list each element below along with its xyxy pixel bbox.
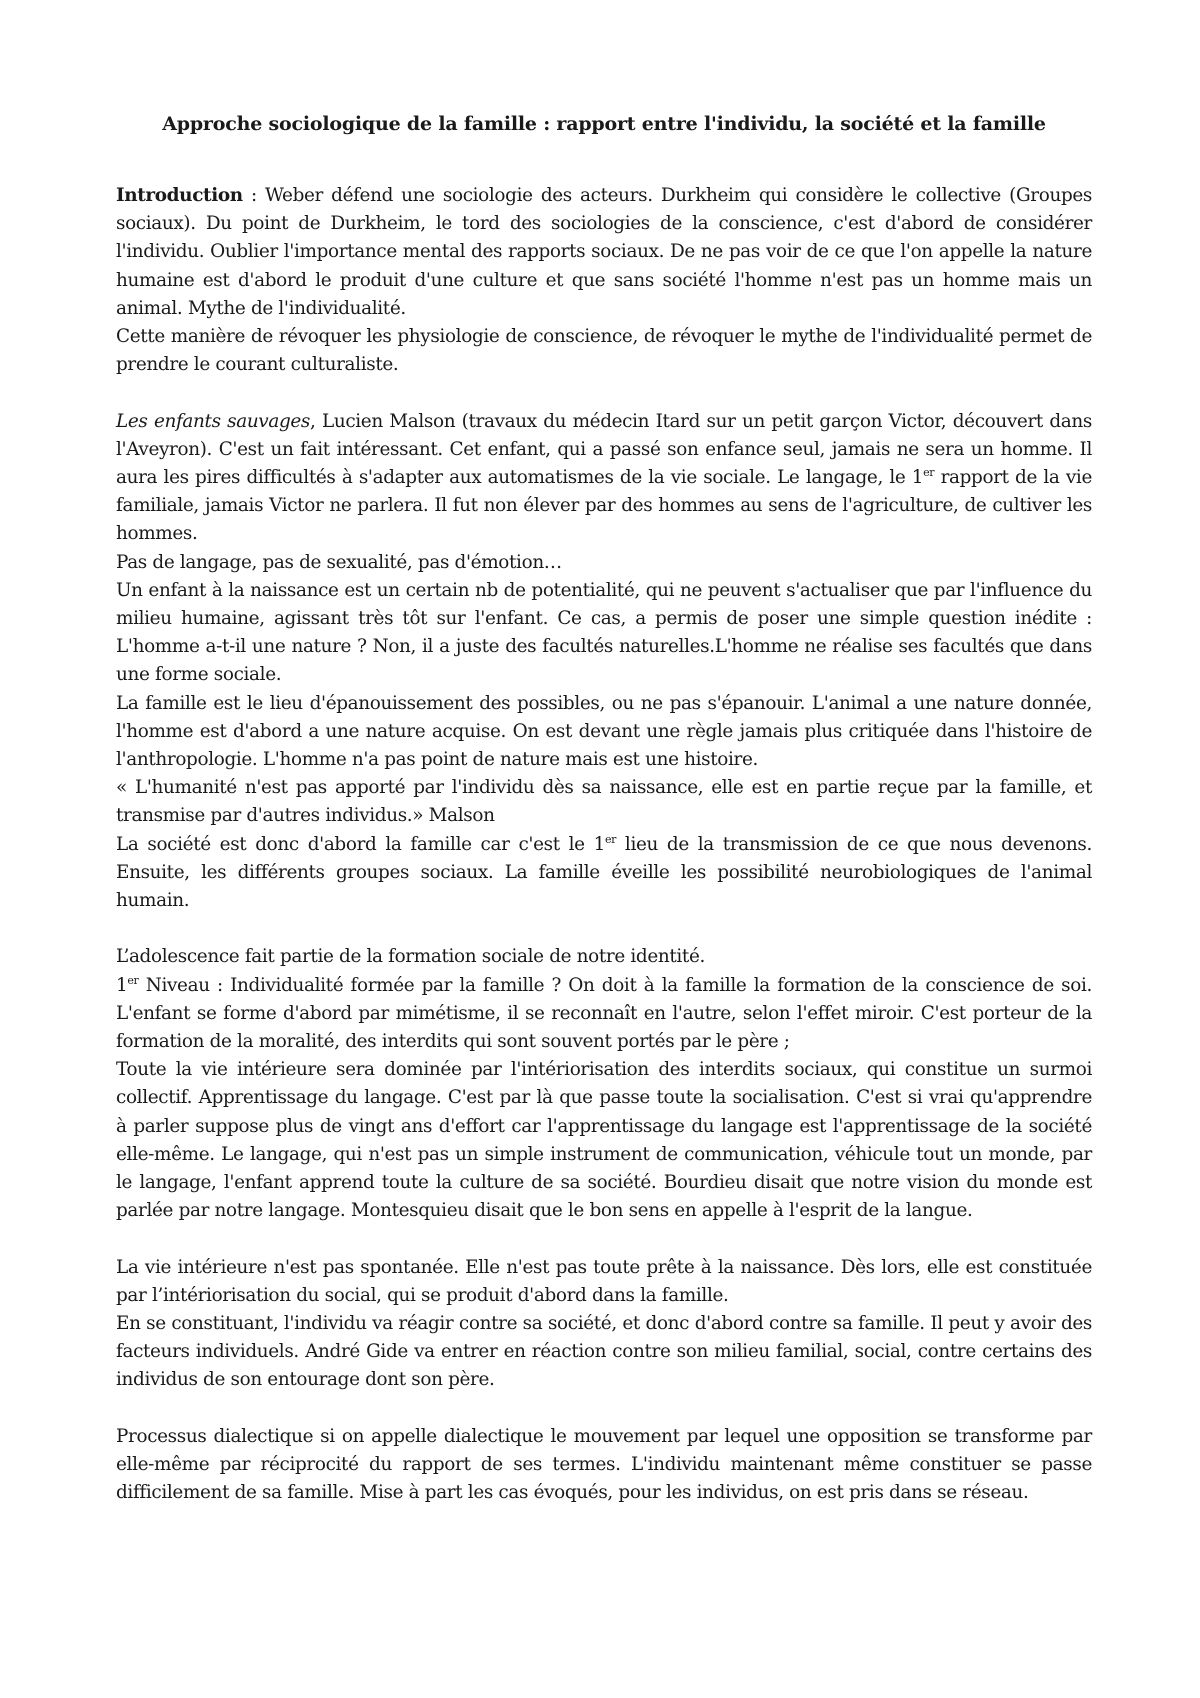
- introduction-label: Introduction: [116, 185, 243, 206]
- document-title: Approche sociologique de la famille : rapport entre l'individu, la société et la famille: [162, 113, 1046, 135]
- paragraph-famille-lieu: La famille est le lieu d'épanouissement des possibles, ou ne pas s'épanouir. L'animal a une nature donnée, l'homme est d'abord a une nature acquise. On est devant une règle jamais plus critiquée dans l'histoire de l'anthropologie. L'homme n'a pas point de nature mais est une histoire.: [116, 692, 1092, 771]
- paragraph-malson: [116, 408, 1092, 549]
- paragraph-gap: [116, 1395, 1092, 1423]
- paragraph-enfant-naissance: Un enfant à la naissance est un certain nb de potentialité, qui ne peuvent s'actualiser que par l'influence du milieu humaine, agissant très tôt sur l'enfant. Ce cas, a permis de poser une simple question inédite : L'homme a-t-il une nature ? Non, il a juste des facultés naturelles.L'homme ne réalise ses facultés que dans une forme sociale.: [116, 579, 1092, 686]
- niveau-number: 1: [116, 974, 128, 996]
- paragraph-gap: [116, 915, 1092, 943]
- paragraph-quote-malson: « L'humanité n'est pas apporté par l'individu dès sa naissance, elle est en partie reçue par la famille, et transmise par d'autres individus.» Malson: [116, 777, 1092, 827]
- book-title: Les enfants sauvages: [116, 410, 311, 432]
- malson-text-b: rapport de la vie familiale, jamais Victor ne parlera. Il fut non élever par des hommes au sens de l'agriculture, de cultiver les hommes.: [116, 467, 1092, 545]
- introduction-text: Weber défend une sociologie des acteurs. Durkheim qui considère le collective (Groupes sociaux). Du point de Durkheim, le tord des sociologies de la conscience, c'est d'abord de considérer l'individu. Oublier l'importance mental des rapports sociaux. De ne pas voir de ce que l'on appelle la nature humaine est d'abord le produit d'une culture et que sans société l'homme n'est pas un homme mais un animal. Mythe de l'individualité.: [116, 185, 1092, 319]
- introduction-separator: :: [242, 185, 265, 206]
- paragraph-processus-dialectique: Processus dialectique si on appelle dialectique le mouvement par lequel une opposition se transforme par elle-même par réciprocité du rapport de ses termes. L'individu maintenant même constituer se passe difficilement de sa famille. Mise à part les cas évoqués, pour les individus, on est pris dans se réseau.: [116, 1425, 1092, 1504]
- malson-text-a: , Lucien Malson (travaux du médecin Itard sur un petit garçon Victor, découvert dans l'Aveyron). C'est un fait intéressant. Cet enfant, qui a passé son enfance seul, jamais ne sera un homme. Il aura les pires difficultés à s'adapter aux automatismes de la vie sociale. Le langage, le 1: [116, 410, 1092, 489]
- paragraph-gap: [116, 1225, 1092, 1253]
- paragraph-culturaliste: Cette manière de révoquer les physiologie de conscience, de révoquer le mythe de l'individualité permet de prendre le courant culturaliste.: [116, 326, 1092, 376]
- paragraph-premier-niveau: [116, 972, 1092, 1057]
- societe-text-a: La société est donc d'abord la famille car c'est le 1: [116, 833, 605, 855]
- paragraph-societe-famille: [116, 831, 1092, 916]
- paragraph-se-constituant: En se constituant, l'individu va réagir contre sa société, et donc d'abord contre sa famille. Il peut y avoir des facteurs individuels. André Gide va entrer en réaction contre son milieu familial, social, contre certains des individus de son entourage dont son père.: [116, 1313, 1092, 1391]
- document-body: [116, 182, 1092, 1507]
- niveau-text: Niveau : Individualité formée par la famille ? On doit à la famille la formation de la conscience de soi. L'enfant se forme d'abord par mimétisme, il se reconnaît en l'autre, selon l'effet miroir. C'est porteur de la formation de la moralité, des interdits qui sont souvent portés par le père ;: [116, 974, 1092, 1053]
- superscript-er: er: [127, 973, 139, 987]
- paragraph-introduction: [116, 182, 1092, 323]
- superscript-er: er: [604, 832, 617, 846]
- paragraph-vie-interieure-langage: Toute la vie intérieure sera dominée par l'intériorisation des interdits sociaux, qui constitue un surmoi collectif. Apprentissage du langage. C'est par là que passe toute la socialisation. C'est si vrai qu'apprendre à parler suppose plus de vingt ans d'effort car l'apprentissage du langage est l'apprentissage de la société elle-même. Le langage, qui n'est pas un simple instrument de communication, véhicule tout un monde, par le langage, l'enfant apprend toute la culture de sa société. Bourdieu disait que notre vision du monde est parlée par notre langage. Montesquieu disait que le bon sens en appelle à l'esprit de la langue.: [116, 1059, 1092, 1222]
- paragraph-pas-de-langage: Pas de langage, pas de sexualité, pas d'émotion…: [116, 551, 562, 573]
- societe-text-b: lieu de la transmission de ce que nous devenons. Ensuite, les différents groupes sociaux. La famille éveille les possibilité neurobiologiques de l'animal humain.: [116, 833, 1092, 912]
- paragraph-vie-interieure-spontanee: La vie intérieure n'est pas spontanée. Elle n'est pas toute prête à la naissance. Dès lors, elle est constituée par l’intériorisation du social, qui se produit d'abord dans la famille.: [116, 1256, 1092, 1306]
- paragraph-adolescence: L’adolescence fait partie de la formation sociale de notre identité.: [116, 946, 706, 968]
- paragraph-gap: [116, 379, 1092, 407]
- superscript-er: er: [923, 465, 935, 479]
